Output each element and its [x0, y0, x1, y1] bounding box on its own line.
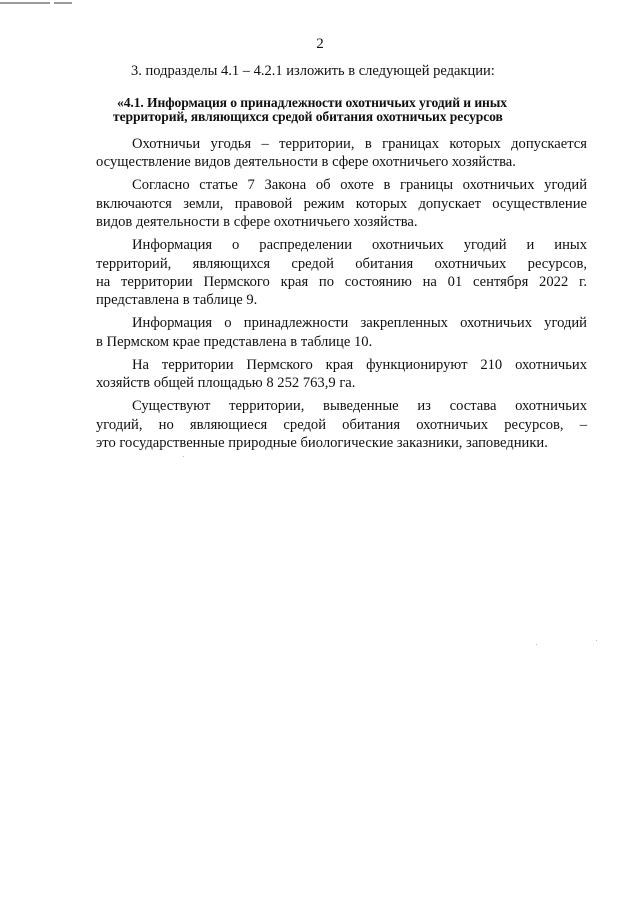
- text-line: представлена в таблице 9.: [96, 292, 258, 309]
- scan-speck: [183, 456, 184, 457]
- paragraph-ownership-info: [96, 314, 587, 351]
- amendment-intro: 3. подразделы 4.1 – 4.2.1 изложить в следующей редакции:: [131, 63, 495, 79]
- text-line: Согласно статье 7 Закона об охоте в границы охотничьих угодий: [132, 177, 587, 194]
- scan-speck: [596, 640, 597, 641]
- text-line: Информация о принадлежности закрепленных охотничьих угодий: [132, 315, 587, 332]
- text-line: в Пермском крае представлена в таблице 10.: [96, 333, 373, 350]
- page-number: 2: [316, 36, 324, 52]
- scan-speck: [536, 644, 537, 645]
- text-line: угодий, но являющиеся средой обитания охотничьих ресурсов, –: [96, 416, 587, 433]
- section-heading-line-2: территорий, являющихся средой обитания охотничьих ресурсов: [113, 109, 503, 124]
- paragraph-distribution-info: [96, 236, 587, 310]
- text-line: Охотничьи угодья – территории, в границах которых допускается: [132, 136, 587, 152]
- text-line: Информация о распределении охотничьих угодий и иных: [132, 237, 587, 254]
- text-line: это государственные природные биологические заказники, заповедники.: [96, 435, 548, 452]
- text-line: включаются земли, правовой режим которых допускает осуществление: [96, 195, 587, 212]
- text-line: На территории Пермского края функционируют 210 охотничьих: [132, 356, 587, 373]
- text-line: территорий, являющихся средой обитания охотничьих ресурсов,: [96, 255, 587, 272]
- paragraph-article-7: [96, 176, 587, 231]
- paragraph-excluded-territories: [96, 397, 587, 452]
- text-line: хозяйств общей площадью 8 252 763,9 га.: [96, 375, 356, 392]
- text-line: видов деятельности в сфере охотничьего хозяйства.: [96, 214, 418, 231]
- text-line: на территории Пермского края по состоянию на 01 сентября 2022 г.: [96, 274, 587, 291]
- paragraph-hunting-farms: [96, 356, 587, 393]
- text-line: осуществление видов деятельности в сфере охотничьего хозяйства.: [96, 154, 516, 171]
- section-heading-line-1: «4.1. Информация о принадлежности охотничьих угодий и иных: [117, 95, 508, 110]
- section-heading: [113, 96, 573, 124]
- text-line: Существуют территории, выведенные из состава охотничьих: [132, 398, 587, 415]
- paragraph-hunting-grounds-definition: [96, 135, 587, 172]
- body-text: [96, 135, 587, 457]
